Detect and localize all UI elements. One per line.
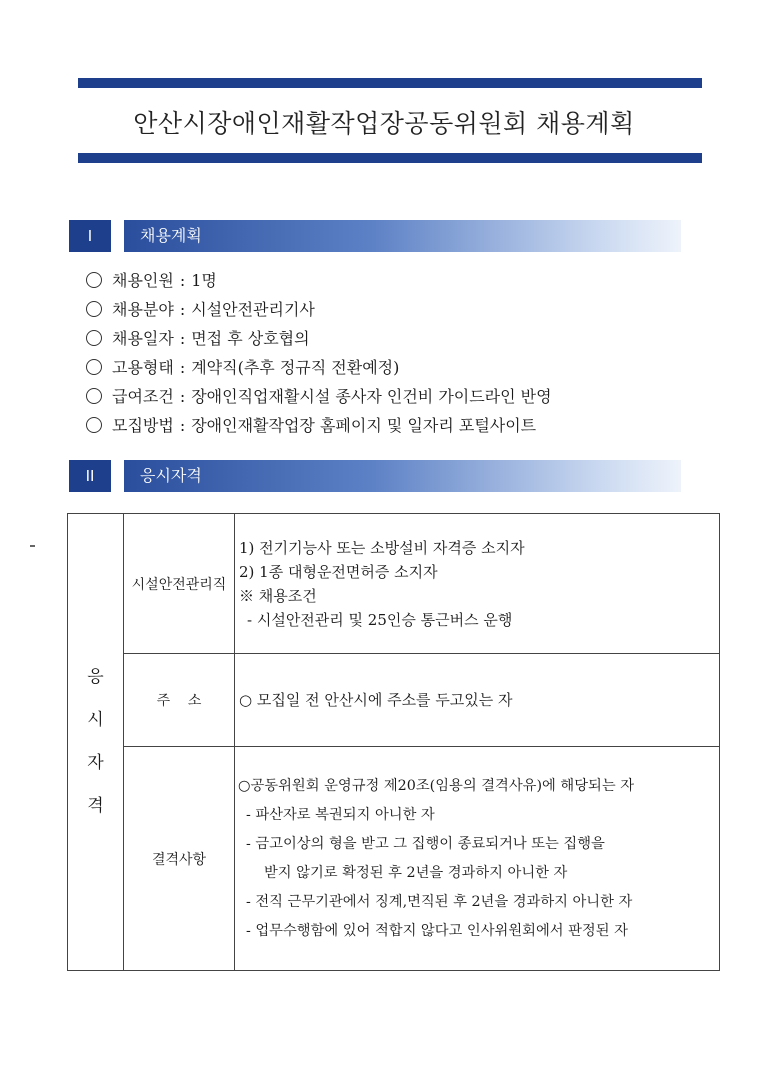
content-cell: ○ 모집일 전 안산시에 주소를 두고있는 자 [235,654,720,747]
item-value: 계약직(추후 정규직 전환예정) [191,358,400,377]
item-label: 고용형태 [112,358,174,377]
table-row [68,747,720,971]
content-cell: ○공동위원회 운영규정 제20조(임용의 결격사유)에 해당되는 자 - 파산자로 복권되지 아니한 자 - 금고이상의 형을 받고 그 집행이 종료되거나 또는 집행을 받지 않기로 확정된 후 2년을 경과하지 아니한 자 - 전직 근무기관에서 징계,면직된 후 2년을 경과하지 아니한 자 - 업무수행함에 있어 적합지 않다고 인사위원회에서 판정된 자 [235,747,720,971]
item-value: 1명 [191,271,217,290]
recruitment-plan-list [86,266,552,440]
item-label: 급여조건 [112,387,174,406]
item-value: 시설안전관리기사 [191,300,315,319]
circle-bullet-icon [86,330,102,346]
item-value: 장애인직업재활시설 종사자 인건비 가이드라인 반영 [191,387,552,406]
circle-bullet-icon [86,272,102,288]
item-label: 채용분야 [112,300,174,319]
vertical-label: 응 시 자 격 [68,514,124,971]
list-item: 급여조건 : 장애인직업재활시설 종사자 인건비 가이드라인 반영 [86,382,552,411]
section-header-qualifications [69,460,681,492]
circle-bullet-icon [86,301,102,317]
list-item: 모집방법 : 장애인재활작업장 홈페이지 및 일자리 포털사이트 [86,411,552,440]
item-label: 채용인원 [112,271,174,290]
title-top-rule [78,78,702,88]
list-item: 고용형태 : 계약직(추후 정규직 전환예정) [86,353,552,382]
item-label: 모집방법 [112,416,174,435]
table-row [68,654,720,747]
item-label: 채용일자 [112,329,174,348]
category-cell: 시설안전관리직 [124,514,235,654]
circle-bullet-icon [86,388,102,404]
table-row [68,514,720,654]
list-item: 채용분야 : 시설안전관리기사 [86,295,552,324]
document-title: 안산시장애인재활작업장공동위원회 채용계획 [133,109,635,138]
category-cell: 결격사항 [124,747,235,971]
qualifications-table [67,513,720,971]
item-value: 면접 후 상호협의 [191,329,310,348]
title-bottom-rule [78,153,702,163]
scan-mark [30,545,35,547]
circle-bullet-icon [86,417,102,433]
category-cell: 주 소 [124,654,235,747]
list-item: 채용인원 : 1명 [86,266,552,295]
content-cell: 1) 전기기능사 또는 소방설비 자격증 소지자 2) 1종 대형운전면허증 소지자 ※ 채용조건 - 시설안전관리 및 25인승 통근버스 운행 [235,514,720,654]
section-number: II [69,460,111,492]
section-title: 응시자격 [124,460,681,492]
list-item: 채용일자 : 면접 후 상호협의 [86,324,552,353]
section-title: 채용계획 [124,220,681,252]
section-header-recruitment-plan [69,220,681,252]
circle-bullet-icon [86,359,102,375]
section-number: I [69,220,111,252]
item-value: 장애인재활작업장 홈페이지 및 일자리 포털사이트 [191,416,537,435]
